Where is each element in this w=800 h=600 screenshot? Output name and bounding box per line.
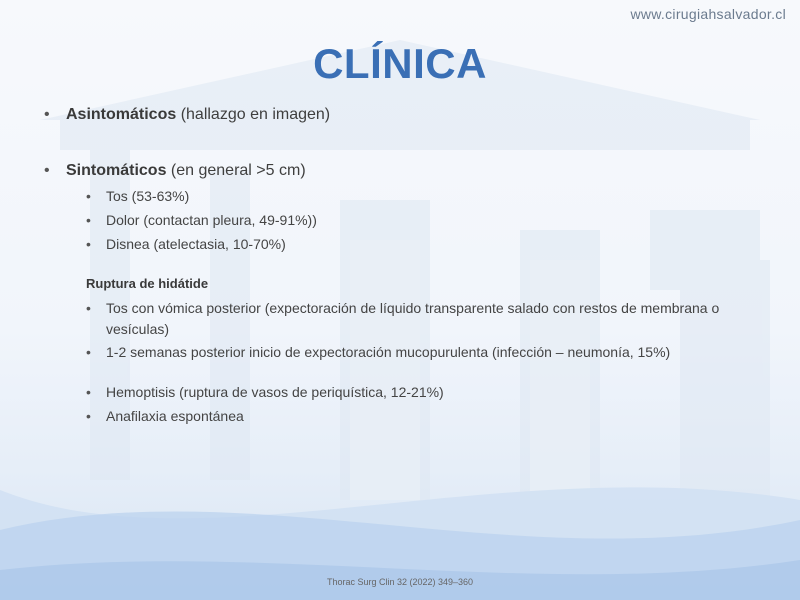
bullet-dot: • xyxy=(44,162,50,179)
rupture-text: Anafilaxia espontánea xyxy=(106,408,244,424)
symptom-text: Tos (53-63%) xyxy=(106,188,190,204)
rupture-text: Tos con vómica posterior (expectoración de líquido transparente salado con restos de membrana o vesículas) xyxy=(106,300,720,337)
bullet-rest: (en general >5 cm) xyxy=(166,162,306,179)
symptom-text: Dolor (contactan pleura, 49-91%)) xyxy=(106,212,317,228)
symptom-item xyxy=(86,210,746,231)
site-url: www.cirugiahsalvador.cl xyxy=(630,6,786,22)
reference-citation: Thorac Surg Clin 32 (2022) 349–360 xyxy=(326,577,474,587)
bullet-asintomaticos xyxy=(44,106,330,124)
bullet-dot: • xyxy=(86,300,91,316)
rupture-item xyxy=(86,298,746,340)
bullet-dot: • xyxy=(86,188,91,204)
bullet-dot: • xyxy=(86,384,91,400)
symptom-item xyxy=(86,186,746,207)
bullet-dot: • xyxy=(44,106,50,123)
bullet-rest: (hallazgo en imagen) xyxy=(176,106,331,123)
bullet-dot: • xyxy=(86,212,91,228)
slide-title: CLÍNICA xyxy=(313,40,487,87)
bullet-dot: • xyxy=(86,344,91,360)
rupture-text: 1-2 semanas posterior inicio de expectoración mucopurulenta (infección – neumonía, 15%) xyxy=(106,344,671,360)
rupture-item xyxy=(86,382,746,403)
bullet-dot: • xyxy=(86,236,91,252)
rupture-heading: Ruptura de hidátide xyxy=(86,276,209,291)
bullet-sintomaticos xyxy=(44,162,306,180)
bullet-dot: • xyxy=(86,408,91,424)
symptom-text: Disnea (atelectasia, 10-70%) xyxy=(106,236,286,252)
symptom-item xyxy=(86,234,746,255)
bullet-bold: Sintomáticos xyxy=(66,162,167,179)
bullet-bold: Asintomáticos xyxy=(66,106,177,123)
rupture-text: Hemoptisis (ruptura de vasos de periquística, 12-21%) xyxy=(106,384,444,400)
rupture-item xyxy=(86,406,746,427)
rupture-item xyxy=(86,342,746,363)
